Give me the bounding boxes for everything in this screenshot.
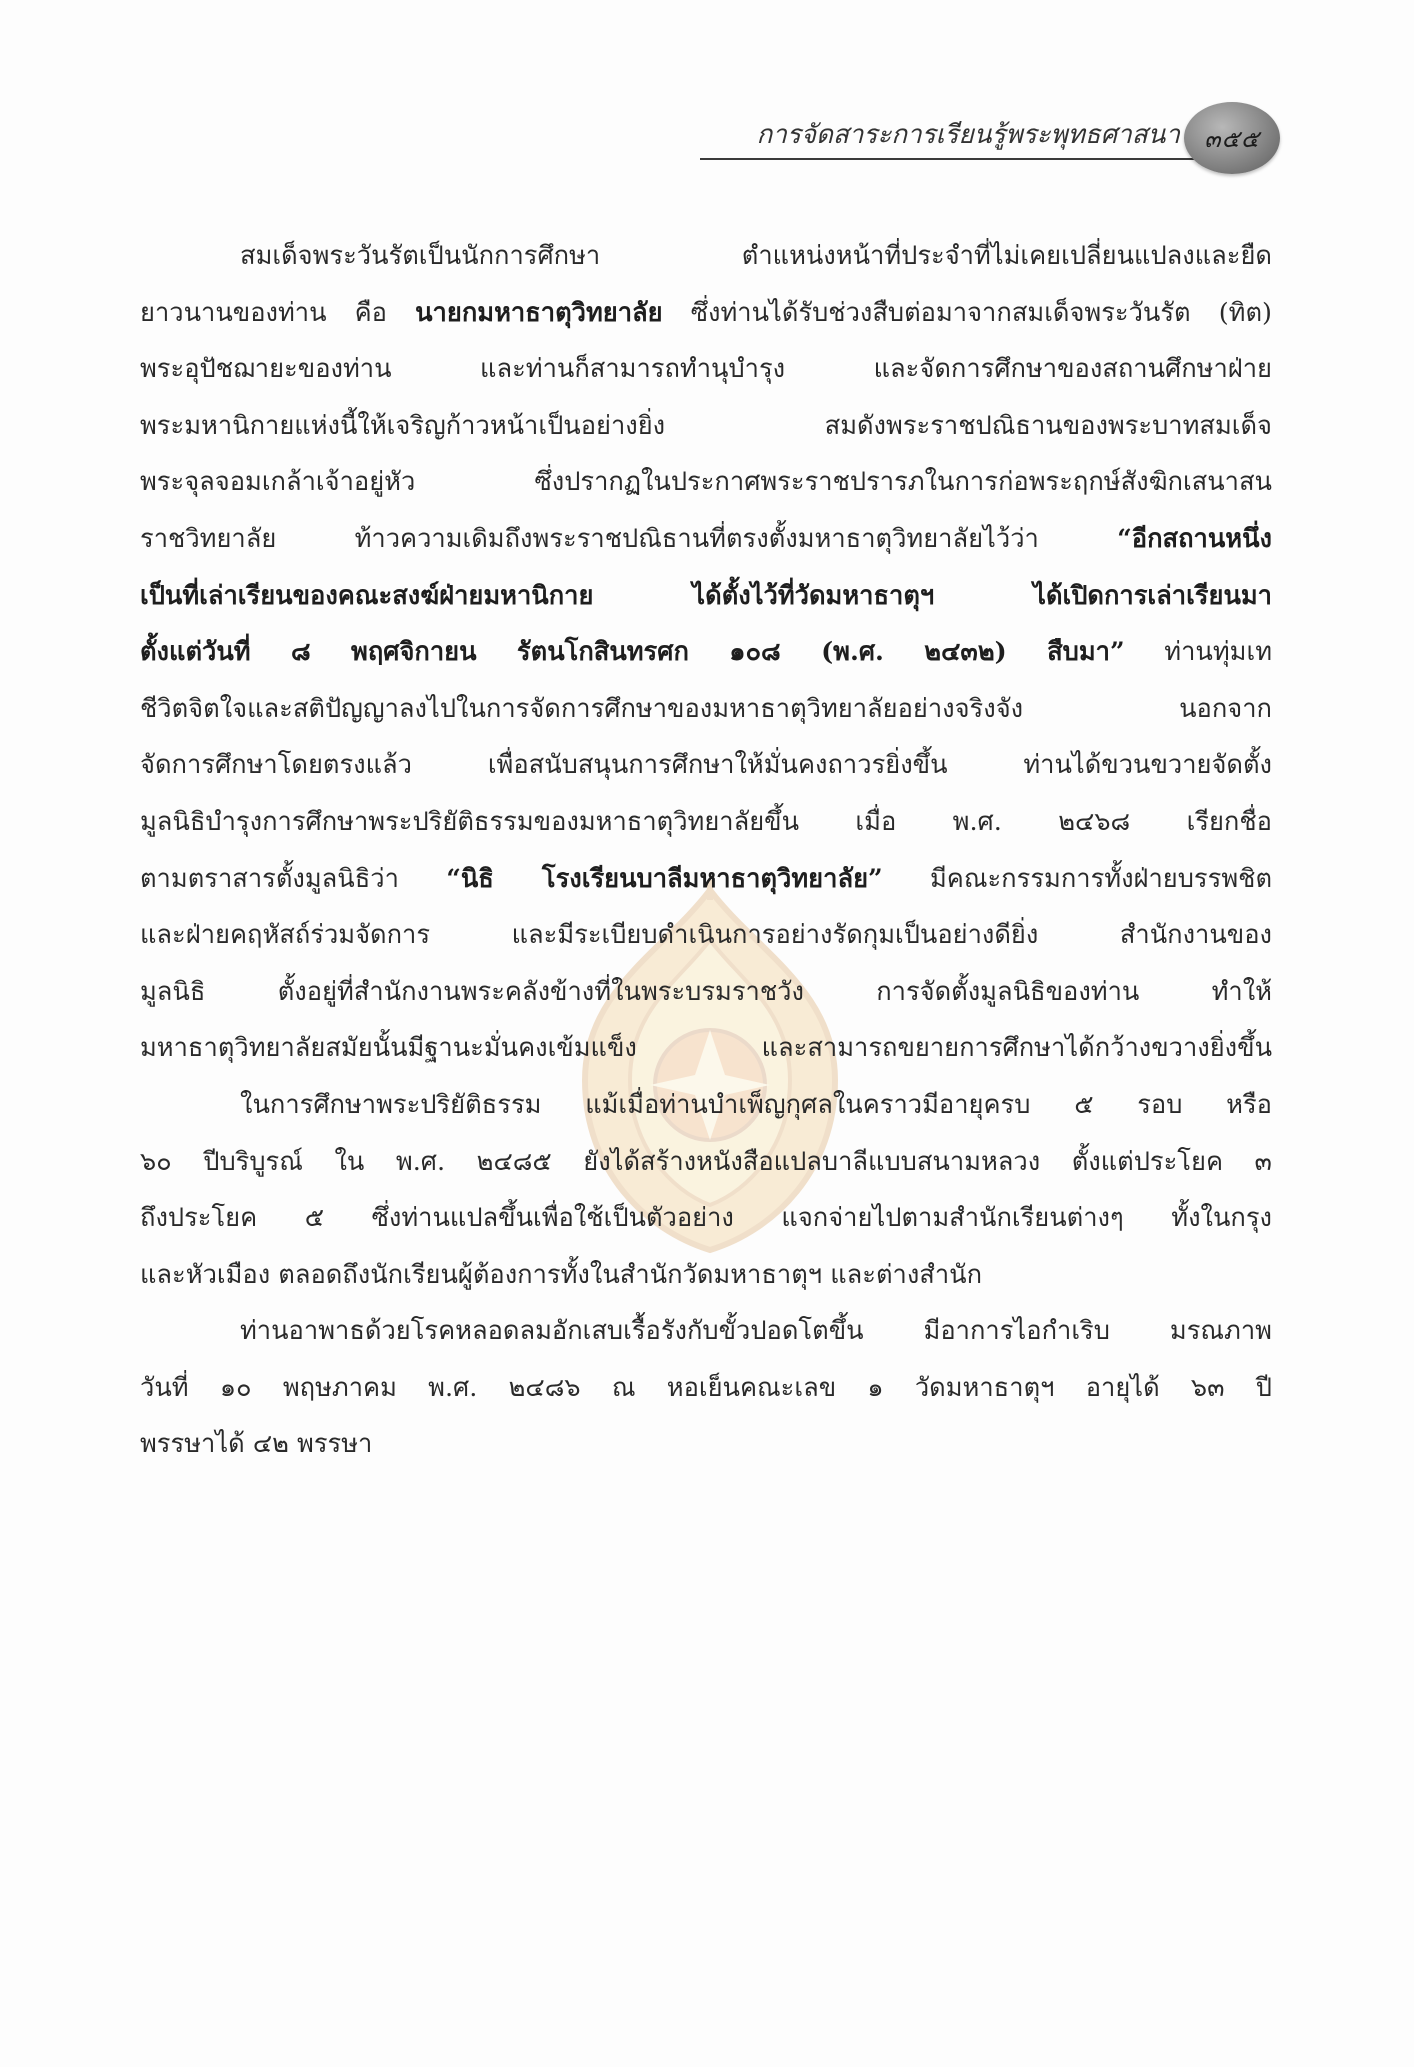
header-rule	[700, 158, 1230, 160]
text-line: ราชวิทยาลัย ท้าวความเดิมถึงพระราชปณิธานที่ตรงตั้งมหาธาตุวิทยาลัยไว้ว่า “อีกสถานหนึ่ง	[140, 523, 1272, 554]
text-line: พระมหานิกายแห่งนี้ให้เจริญก้าวหน้าเป็นอย่างยิ่ง สมดังพระราชปณิธานของพระบาทสมเด็จ	[140, 410, 1272, 441]
text-line: ๖๐ ปีบริบูรณ์ ใน พ.ศ. ๒๔๘๕ ยังได้สร้างหนังสือแปลบาลีแบบสนามหลวง ตั้งแต่ประโยค ๓	[140, 1146, 1272, 1177]
text-line: มูลนิธิบำรุงการศึกษาพระปริยัติธรรมของมหาธาตุวิทยาลัยขึ้น เมื่อ พ.ศ. ๒๔๖๘ เรียกชื่อ	[140, 806, 1272, 837]
bold-term: นายกมหาธาตุวิทยาลัย	[415, 297, 663, 328]
text-line: ตามตราสารตั้งมูลนิธิว่า “นิธิ โรงเรียนบาลีมหาธาตุวิทยาลัย” มีคณะกรรมการทั้งฝ่ายบรรพชิต	[140, 863, 1272, 894]
text-line: สมเด็จพระวันรัตเป็นนักการศึกษา ตำแหน่งหน้าที่ประจำที่ไม่เคยเปลี่ยนแปลงและยืด	[240, 241, 1272, 271]
text-line: พระอุปัชฌายะของท่าน และท่านก็สามารถทำนุบำรุง และจัดการศึกษาของสถานศึกษาฝ่าย	[140, 354, 1272, 385]
text-line: พระจุลจอมเกล้าเจ้าอยู่หัว ซึ่งปรากฏในประกาศพระราชปรารภในการก่อพระฤกษ์สังฆิกเสนาสน	[140, 467, 1272, 498]
bold-quote: “อีกสถานหนึ่ง	[1117, 523, 1272, 554]
text-line: และหัวเมือง ตลอดถึงนักเรียนผู้ต้องการทั้งในสำนักวัดมหาธาตุฯ และต่างสำนัก	[140, 1259, 983, 1290]
text-line: ยาวนานของท่าน คือ นายกมหาธาตุวิทยาลัย ซึ่งท่านได้รับช่วงสืบต่อมาจากสมเด็จพระวันรัต (ทิต)	[140, 297, 1272, 328]
bold-quote: เป็นที่เล่าเรียนของคณะสงฆ์ฝ่ายมหานิกาย ได้ตั้งไว้ที่วัดมหาธาตุฯ ได้เปิดการเล่าเรียนมา	[140, 580, 1272, 611]
text-line: ถึงประโยค ๕ ซึ่งท่านแปลขึ้นเพื่อใช้เป็นตัวอย่าง แจกจ่ายไปตามสำนักเรียนต่างๆ ทั้งในกรุง	[140, 1203, 1272, 1234]
running-header-title: การจัดสาระการเรียนรู้พระพุทธศาสนา	[756, 120, 1180, 150]
text-line: ท่านอาพาธด้วยโรคหลอดลมอักเสบเรื้อรังกับขั้วปอดโตขึ้น มีอาการไอกำเริบ มรณภาพ	[240, 1316, 1272, 1347]
page-header	[640, 102, 1280, 182]
bold-quote: ตั้งแต่วันที่ ๘ พฤศจิกายน รัตนโกสินทรศก ๑๐๘ (พ.ศ. ๒๔๓๒) สืบมา”	[140, 637, 1125, 668]
page-number-badge	[1184, 102, 1280, 174]
text-line: พรรษาได้ ๔๒ พรรษา	[140, 1429, 373, 1460]
text-line: วันที่ ๑๐ พฤษภาคม พ.ศ. ๒๔๘๖ ณ หอเย็นคณะเลข ๑ วัดมหาธาตุฯ อายุได้ ๖๓ ปี	[140, 1372, 1272, 1403]
text-line: ในการศึกษาพระปริยัติธรรม แม้เมื่อท่านบำเพ็ญกุศลในคราวมีอายุครบ ๕ รอบ หรือ	[240, 1089, 1272, 1120]
text-line	[140, 568, 1272, 625]
bold-quote: “นิธิ โรงเรียนบาลีมหาธาตุวิทยาลัย”	[446, 863, 883, 894]
text-line: จัดการศึกษาโดยตรงแล้ว เพื่อสนับสนุนการศึกษาให้มั่นคงถาวรยิ่งขึ้น ท่านได้ขวนขวายจัดตั้ง	[140, 750, 1272, 781]
text-line: มหาธาตุวิทยาลัยสมัยนั้นมีฐานะมั่นคงเข้มแข็ง และสามารถขยายการศึกษาได้กว้างขวางยิ่งขึ้น	[140, 1033, 1272, 1064]
page-number: ๓๕๕	[1204, 124, 1260, 153]
text-line: ชีวิตจิตใจและสติปัญญาลงไปในการจัดการศึกษาของมหาธาตุวิทยาลัยอย่างจริงจัง นอกจาก	[140, 693, 1272, 724]
body-text	[140, 228, 1272, 1473]
text-line: ตั้งแต่วันที่ ๘ พฤศจิกายน รัตนโกสินทรศก ๑๐๘ (พ.ศ. ๒๔๓๒) สืบมา” ท่านทุ่มเท	[140, 637, 1272, 668]
text-line: และฝ่ายคฤหัสถ์ร่วมจัดการ และมีระเบียบดำเนินการอย่างรัดกุมเป็นอย่างดียิ่ง สำนักงานของ	[140, 920, 1272, 951]
text-line: มูลนิธิ ตั้งอยู่ที่สำนักงานพระคลังข้างที่ในพระบรมราชวัง การจัดตั้งมูลนิธิของท่าน ทำให้	[140, 976, 1272, 1007]
